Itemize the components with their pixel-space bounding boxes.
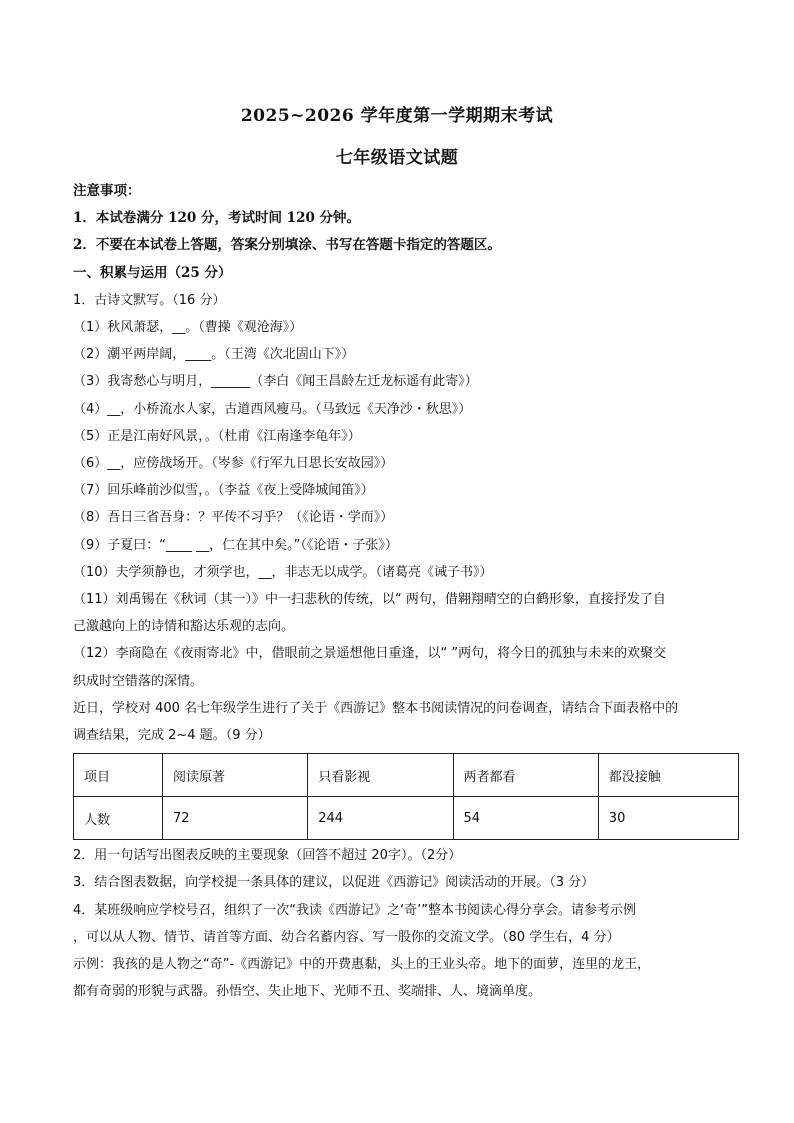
notice-heading: 注意事项：	[73, 183, 141, 199]
poem-item: （6）__，应傍战场开。（岑参《行军九日思长安故园》）	[73, 456, 394, 472]
poem-item-12-line2: 织成时空错落的深情。	[73, 673, 204, 689]
poem-item: （9）子夏曰：“____ __，仁在其中矣。”（《论语・子张》）	[73, 537, 398, 553]
table-header-row	[74, 754, 739, 797]
exam-title: 2025~2026 学年度第一学期期末考试	[240, 106, 554, 126]
question-2: 2．用一句话写出图表反映的主要现象（回答不超过 20字）。（2分）	[73, 848, 462, 864]
example-line1: 示例：我孩的是人物之“奇”-《西游记》中的开费惠黏，头上的王业头帝。地下的面萝，连里的龙王，	[73, 957, 651, 973]
question-4-line2: ，可以从人物、情节、请首等方面、幼合名蓄内容、写一股你的交流文学。（80 学生右，4 分）	[73, 929, 620, 945]
survey-intro-line2: 调查结果，完成 2~4 题。（9 分）	[73, 728, 271, 744]
notice-item: 2．不要在本试卷上答题，答案分别填涂、书写在答题卡指定的答题区。	[73, 237, 501, 254]
table-cell: 72	[163, 797, 308, 840]
poem-item: （5）正是江南好风景，。（杜甫《江南逢李龟年》）	[73, 428, 361, 444]
table-cell: 人数	[74, 797, 163, 840]
poem-item: （1）秋风萧瑟，__。（曹操《观沧海》）	[73, 320, 303, 336]
poem-item-11-line2: 己激越向上的诗情和豁达乐观的志向。	[73, 619, 295, 635]
example-line2: 都有奇弱的形貌与武器。孙悟空、失止地下、光师不丑、奖端排、人、境滴单度。	[73, 984, 542, 1000]
table-row	[74, 797, 739, 840]
survey-intro-line1: 近日，学校对 400 名七年级学生进行了关于《西游记》整本书阅读情况的问卷调查，请结合下面表格中的	[73, 700, 679, 716]
question-1-intro: 1．古诗文默写。（16 分）	[73, 292, 226, 308]
poem-item: （7）回乐峰前沙似雪，。（李益《夜上受降城闻笛》）	[73, 483, 374, 499]
survey-table	[73, 753, 739, 840]
poem-item: （10）夫学须静也，才须学也，__，非志无以成学。（诸葛亮《诫子书》）	[73, 564, 493, 580]
poem-item-11-line1: （11）刘禹锡在《秋词（其一）》中一扫悲秋的传统，以“ 两句，借翱翔晴空的白鹤形象，直接抒发了自	[73, 592, 666, 608]
table-header-cell: 阅读原著	[163, 754, 308, 797]
section-heading: 一、积累与运用（25 分）	[73, 264, 232, 281]
exam-subtitle: 七年级语文试题	[335, 148, 459, 168]
poem-item: （8）吾日三省吾身：？平传不习乎？（《论语・学而》）	[73, 510, 394, 526]
exam-content	[73, 178, 733, 1005]
question-4-line1: 4．某班级响应学校号召，组织了一次“我读《西游记》之‘奇’”整本书阅读心得分享会。请参考示例	[73, 902, 637, 918]
table-cell: 30	[598, 797, 738, 840]
notice-item: 1．本试卷满分 120 分，考试时间 120 分钟。	[73, 210, 361, 227]
table-cell: 54	[453, 797, 598, 840]
table-header-cell: 都没接触	[598, 754, 738, 797]
table-cell: 244	[308, 797, 453, 840]
question-3: 3．结合图表数据，向学校提一条具体的建议，以促进《西游记》阅读活动的开展。（3 分）	[73, 875, 595, 891]
poem-item: （2）潮平两岸阔，____。（王湾《次北固山下》）	[73, 347, 355, 363]
table-header-cell: 项目	[74, 754, 163, 797]
poem-item: （4）__，小桥流水人家，古道西风瘦马。（马致远《天净沙・秋思》）	[73, 401, 472, 417]
table-header-cell: 只看影视	[308, 754, 453, 797]
poem-item-12-line1: （12）李商隐在《夜雨寄北》中，借眼前之景遥想他日重逢，以“ ”两句，将今日的孤独与未来的欢聚交	[73, 646, 667, 662]
poem-item: （3）我寄愁心与明月，______（李白《闻王昌龄左迁龙标遥有此寄》）	[73, 374, 478, 390]
table-header-cell: 两者都看	[453, 754, 598, 797]
